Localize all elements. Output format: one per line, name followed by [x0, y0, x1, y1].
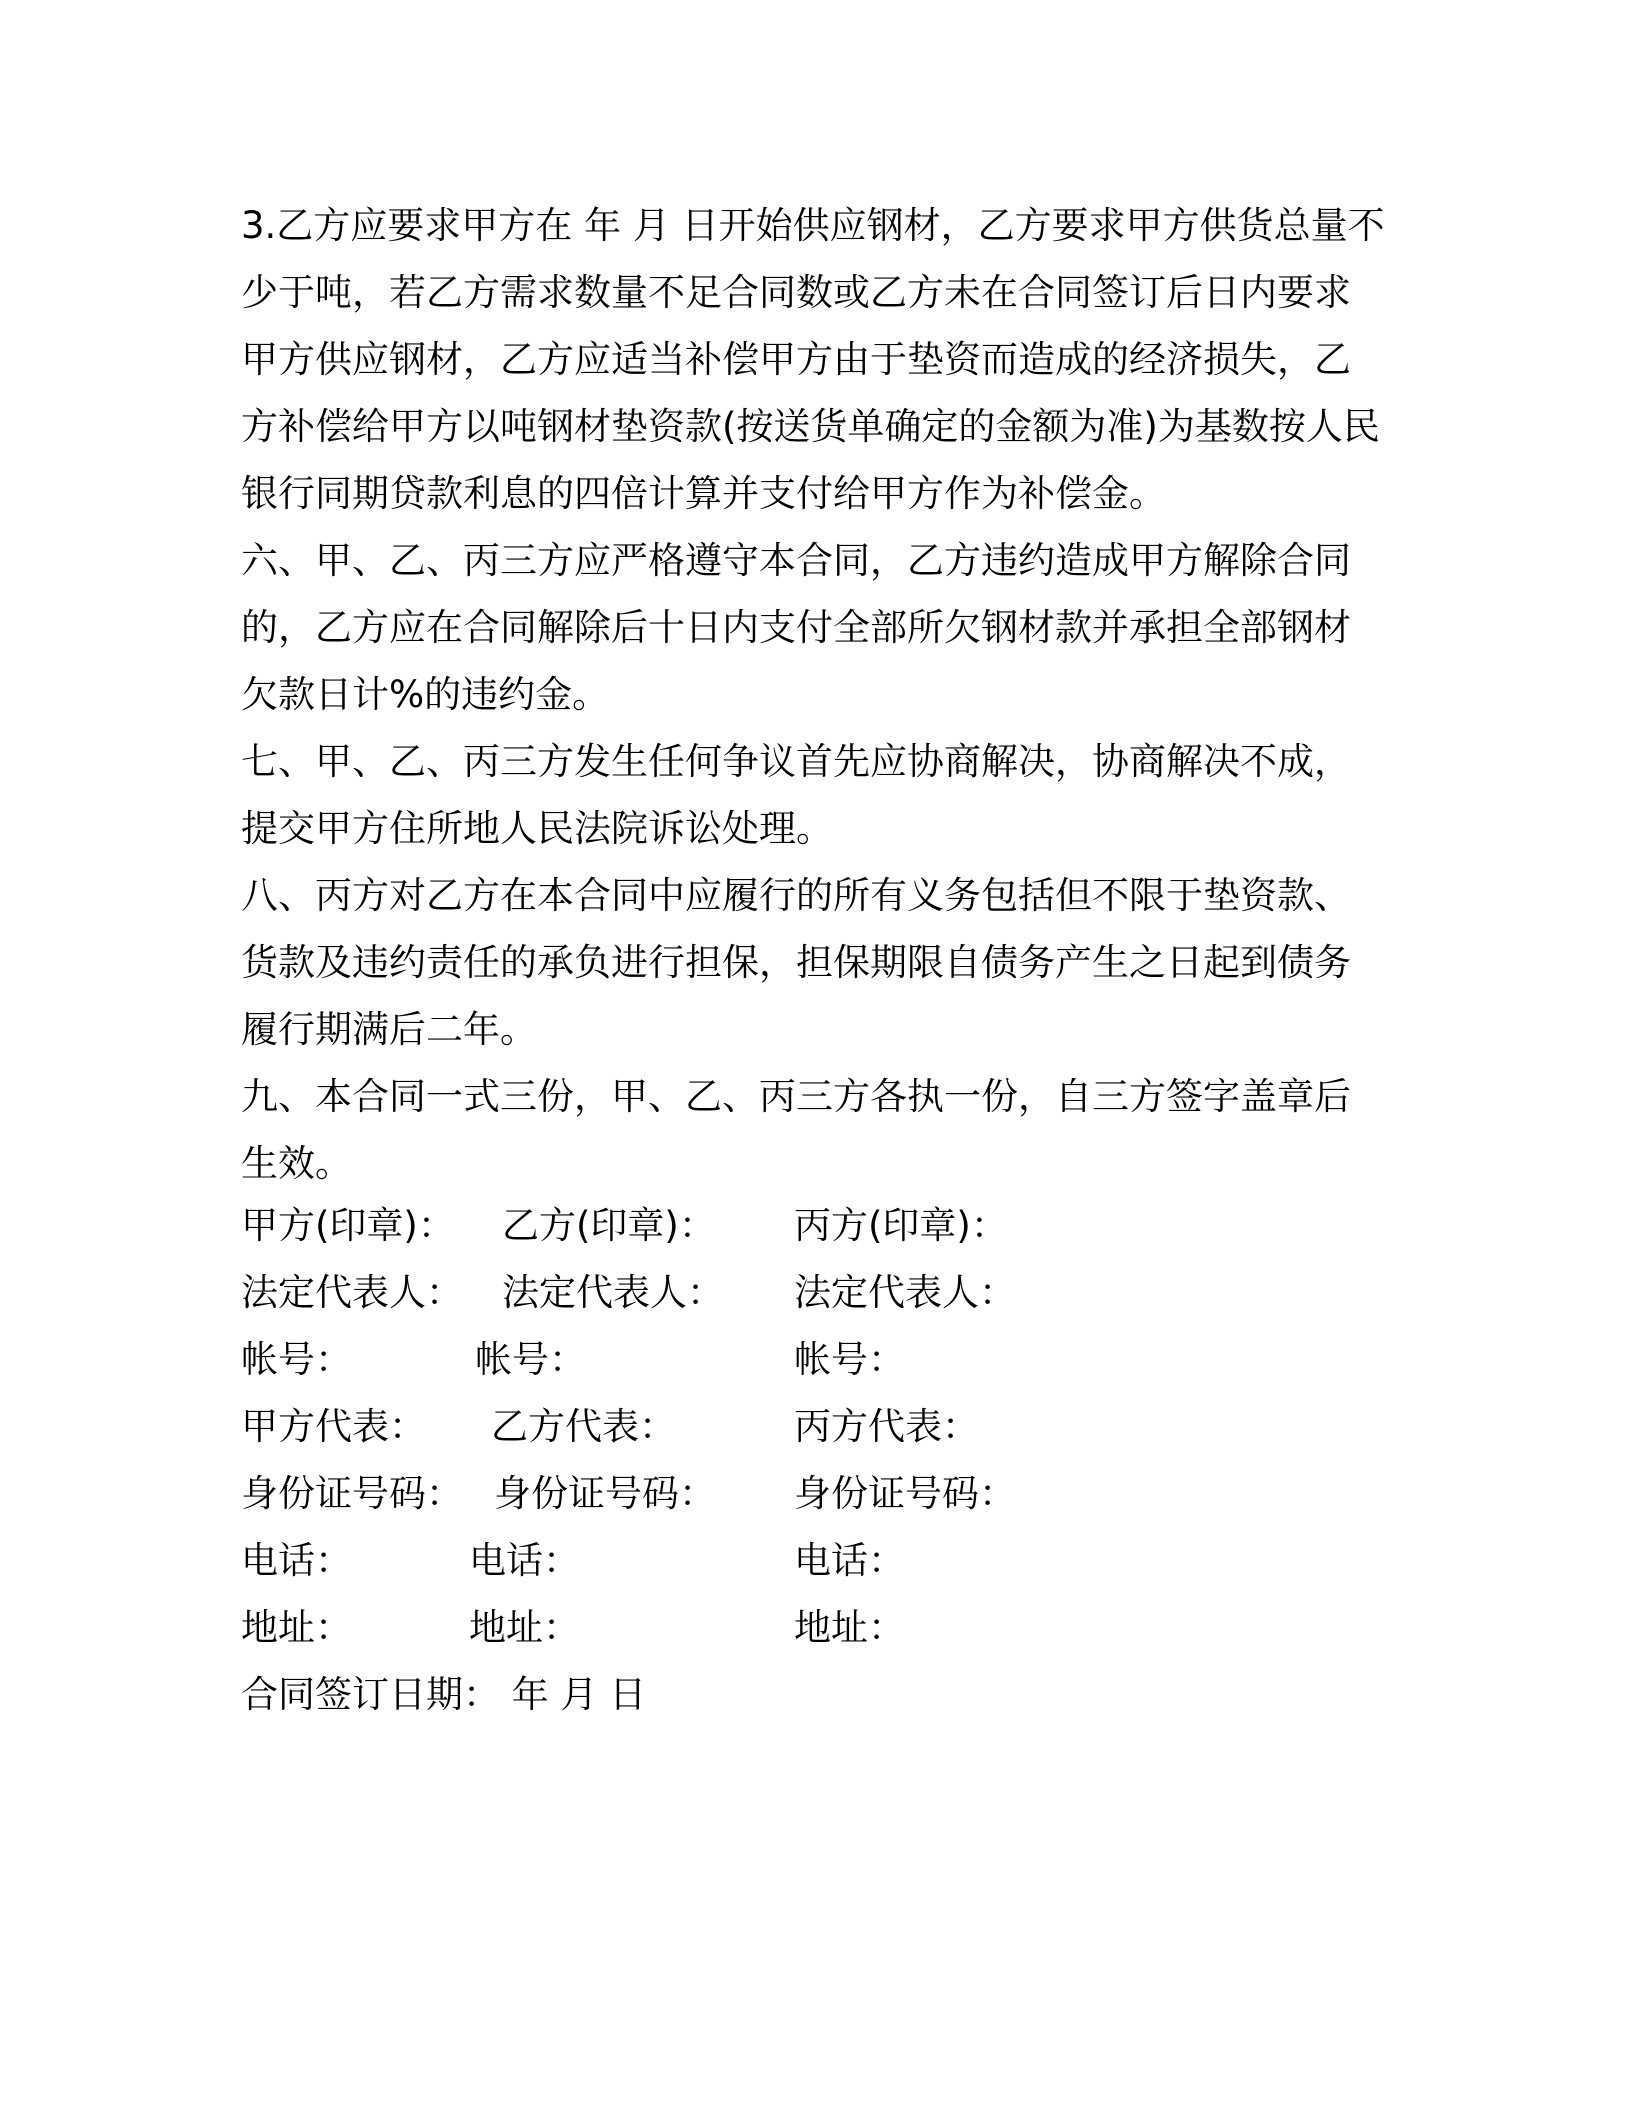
clause-6-line: 欠款日计%的违约金。: [241, 673, 610, 716]
contract-body: [241, 192, 1401, 1197]
party-a-account-label: 帐号：: [241, 1338, 352, 1381]
party-b-legal-rep-label: 法定代表人：: [502, 1271, 724, 1314]
clause-3-line: 甲方供应钢材，乙方应适当补偿甲方由于垫资而造成的经济损失，乙: [241, 338, 1351, 381]
party-a-address-label: 地址：: [241, 1606, 352, 1649]
clause-8-line: 货款及违约责任的承负进行担保，担保期限自债务产生之日起到债务: [241, 941, 1351, 984]
clause-9-line: 九、本合同一式三份，甲、乙、丙三方各执一份，自三方签字盖章后: [241, 1075, 1351, 1118]
party-c-id-label: 身份证号码：: [794, 1472, 1016, 1515]
party-c-account-label: 帐号：: [794, 1338, 905, 1381]
party-a-id-label: 身份证号码：: [241, 1472, 463, 1515]
signature-row-legal-rep: [241, 1259, 1401, 1326]
party-c-legal-rep-label: 法定代表人：: [794, 1271, 1016, 1314]
party-b-account-label: 帐号：: [475, 1338, 586, 1381]
clause-3-line: 3.乙方应要求甲方在 年 月 日开始供应钢材，乙方要求甲方供货总量不: [241, 204, 1385, 247]
signature-row-id-number: [241, 1460, 1401, 1527]
clause-6-line: 的，乙方应在合同解除后十日内支付全部所欠钢材款并承担全部钢材: [241, 606, 1351, 649]
clause-3: [241, 192, 1401, 527]
clause-9: [241, 1063, 1401, 1197]
party-b-id-label: 身份证号码：: [494, 1472, 716, 1515]
clause-3-line: 银行同期贷款利息的四倍计算并支付给甲方作为补偿金。: [241, 472, 1166, 515]
clause-3-line: 少于吨，若乙方需求数量不足合同数或乙方未在合同签订后日内要求: [241, 271, 1351, 314]
party-c-phone-label: 电话：: [794, 1539, 905, 1582]
sign-date: 合同签订日期： 年 月 日: [241, 1673, 647, 1716]
party-b-phone-label: 电话：: [469, 1539, 580, 1582]
party-a-seal-label: 甲方(印章)：: [241, 1204, 455, 1247]
clause-6-line: 六、甲、乙、丙三方应严格遵守本合同，乙方违约造成甲方解除合同: [241, 539, 1351, 582]
clause-8-line: 履行期满后二年。: [241, 1008, 537, 1051]
signature-row-representative: [241, 1393, 1401, 1460]
party-b-representative-label: 乙方代表：: [491, 1405, 676, 1448]
party-c-seal-label: 丙方(印章)：: [794, 1204, 1008, 1247]
party-a-phone-label: 电话：: [241, 1539, 352, 1582]
party-b-address-label: 地址：: [469, 1606, 580, 1649]
clause-7-line: 七、甲、乙、丙三方发生任何争议首先应协商解决，协商解决不成，: [241, 740, 1351, 783]
clause-6: [241, 527, 1401, 728]
party-a-legal-rep-label: 法定代表人：: [241, 1271, 463, 1314]
clause-8: [241, 862, 1401, 1063]
clause-9-line: 生效。: [241, 1142, 352, 1185]
signature-row-address: [241, 1594, 1401, 1661]
clause-7-line: 提交甲方住所地人民法院诉讼处理。: [241, 807, 833, 850]
party-b-seal-label: 乙方(印章)：: [502, 1204, 716, 1247]
clause-3-line: 方补偿给甲方以吨钢材垫资款(按送货单确定的金额为准)为基数按人民: [241, 405, 1380, 448]
signature-row-seal: [241, 1192, 1401, 1259]
clause-7: [241, 728, 1401, 862]
signature-block: [241, 1192, 1401, 1661]
signature-row-phone: [241, 1527, 1401, 1594]
party-c-representative-label: 丙方代表：: [794, 1405, 979, 1448]
clause-8-line: 八、丙方对乙方在本合同中应履行的所有义务包括但不限于垫资款、: [241, 874, 1351, 917]
party-a-representative-label: 甲方代表：: [241, 1405, 426, 1448]
signature-row-account: [241, 1326, 1401, 1393]
party-c-address-label: 地址：: [794, 1606, 905, 1649]
